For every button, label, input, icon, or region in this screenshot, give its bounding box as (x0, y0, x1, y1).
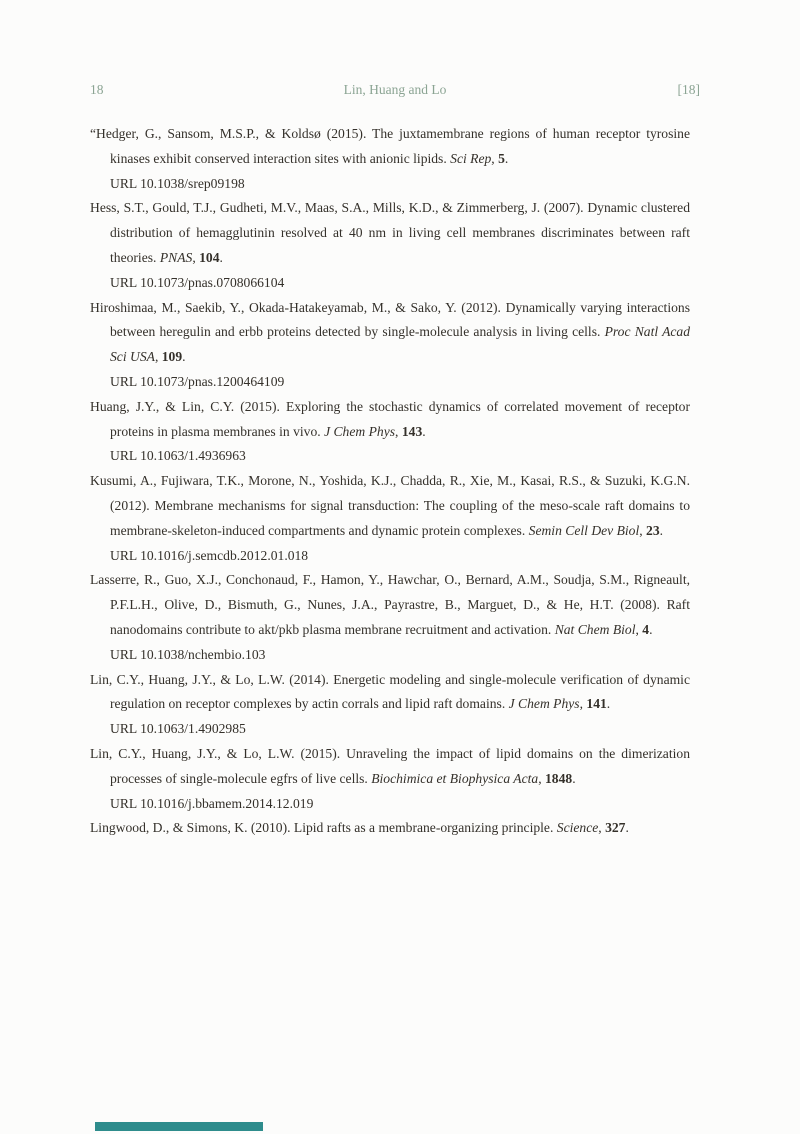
reference-text-segment: , (395, 423, 402, 439)
reference-text-segment: , (491, 150, 499, 166)
reference-text-segment: Lin, C.Y., Huang, J.Y., & Lo, L.W. (2014). Energetic modeling and single-molecule verification of dynamic regulation on receptor complexes by actin corrals and lipid raft domains. (90, 671, 690, 712)
reference-citation (90, 568, 690, 642)
page-header (90, 82, 700, 98)
reference-entry (90, 568, 690, 667)
reference-text-segment: J Chem Phys (508, 696, 580, 712)
reference-entry (90, 469, 690, 568)
reference-text-segment: 4 (642, 621, 650, 637)
reference-citation (90, 296, 690, 370)
reference-text-segment: Semin Cell Dev Biol (528, 522, 640, 538)
reference-text-segment: , (154, 349, 162, 365)
reference-text-segment: Huang, J.Y., & Lin, C.Y. (2015). Exploring the stochastic dynamics of correlated movement of receptor proteins in plasma membranes in vivo. (90, 398, 690, 439)
reference-text-segment: . (649, 621, 653, 637)
reference-text-segment: . (422, 423, 426, 439)
reference-text-segment: Hiroshimaa, M., Saekib, Y., Okada-Hatakeyamab, M., & Sako, Y. (2012). Dynamically varying interactions between heregulin and erbb proteins detected by single-molecule analysis in living cells. (90, 299, 690, 340)
reference-text-segment: , (538, 770, 545, 786)
bottom-accent-bar (95, 1122, 263, 1131)
reference-text-segment: Lin, C.Y., Huang, J.Y., & Lo, L.W. (2015). Unraveling the impact of lipid domains on the dimerization processes of single-molecule egfrs of live cells. (90, 745, 690, 786)
reference-url: URL 10.1073/pnas.0708066104 (110, 274, 285, 290)
reference-text-segment: , (579, 696, 587, 712)
reference-text-segment: Kusumi, A., Fujiwara, T.K., Morone, N., Yoshida, K.J., Chadda, R., Xie, M., Kasai, R.S., & Suzuki, K.G.N. (2012). Membrane mechanisms for signal transduction: The coupling of the meso-scale raft domains to membrane-skeleton-induced compartments and dynamic protein complexes. (90, 473, 690, 538)
reference-text-segment: 327 (605, 820, 626, 836)
reference-url: URL 10.1038/nchembio.103 (110, 646, 266, 662)
reference-text-segment: , (192, 249, 200, 265)
reference-text-segment: 5 (498, 150, 505, 166)
reference-text-segment: Sci Rep (450, 150, 492, 166)
reference-entry (90, 196, 690, 295)
reference-text-segment: PNAS (159, 249, 193, 265)
reference-url: URL 10.1073/pnas.1200464109 (110, 373, 285, 389)
reference-citation (90, 395, 690, 445)
reference-url: URL 10.1063/1.4936963 (110, 448, 246, 464)
page-number-left: 18 (90, 82, 104, 97)
reference-text-segment: Hess, S.T., Gould, T.J., Gudheti, M.V., Maas, S.A., Mills, K.D., & Zimmerberg, J. (2007). Dynamic clustered distribution of hemagglutinin resolved at 40 nm in living cell membranes discriminates between raft theories. (90, 200, 690, 265)
reference-text-segment: , (635, 621, 643, 637)
reference-entry (90, 395, 690, 469)
reference-text-segment: 143 (401, 423, 423, 439)
reference-text-segment: Lasserre, R., Guo, X.J., Conchonaud, F., Hamon, Y., Hawchar, O., Bernard, A.M., Soudja, S.M., Rigneault, P.F.L.H., Olive, D., Bismuth, G., Nunes, J.A., Payrastre, B., Marguet, D., & He, H.T. (2008). Raft nanodomains contribute to akt/pkb plasma membrane recruitment and activation. (90, 572, 690, 637)
reference-citation (90, 668, 690, 718)
reference-text-segment: , (598, 820, 606, 836)
reference-text-segment: . (606, 696, 611, 712)
page-number-right: [18] (677, 82, 700, 97)
reference-citation (90, 469, 690, 543)
reference-text-segment: . (219, 249, 223, 265)
reference-url: URL 10.1063/1.4902985 (110, 721, 246, 737)
reference-citation (90, 122, 690, 172)
reference-text-segment: Lingwood, D., & Simons, K. (2010). Lipid rafts as a membrane-organizing principle. (90, 820, 557, 836)
reference-text-segment: 109 (161, 349, 183, 365)
reference-text-segment: , (639, 522, 647, 538)
reference-text-segment: 104 (199, 249, 220, 265)
reference-text-segment: Nat Chem Biol (554, 621, 636, 637)
reference-text-segment: Proc Natl Acad Sci USA (110, 324, 690, 365)
reference-url: URL 10.1016/j.semcdb.2012.01.018 (110, 547, 309, 563)
reference-text-segment: . (572, 770, 576, 786)
reference-url: URL 10.1016/j.bbamem.2014.12.019 (110, 795, 314, 811)
reference-entry (90, 122, 690, 196)
running-title: Lin, Huang and Lo (343, 82, 447, 97)
reference-text-segment: 23 (646, 522, 660, 538)
reference-text-segment: . (182, 349, 186, 365)
reference-text-segment: Science (556, 820, 599, 836)
reference-entry (90, 296, 690, 395)
reference-text-segment: 141 (586, 696, 607, 712)
reference-url: URL 10.1038/srep09198 (110, 175, 245, 191)
reference-text-segment: . (625, 820, 629, 836)
reference-entry (90, 742, 690, 816)
reference-entry (90, 668, 690, 742)
reference-citation (90, 816, 690, 841)
reference-text-segment: . (504, 150, 509, 166)
reference-text-segment: Biochimica et Biophysica Acta (371, 770, 539, 786)
reference-citation (90, 196, 690, 270)
reference-citation (90, 742, 690, 792)
reference-text-segment: “Hedger, G., Sansom, M.S.P., & Koldsø (2015). The juxtamembrane regions of human receptor tyrosine kinases exhibit conserved interaction sites with anionic lipids. (90, 126, 690, 166)
references-list (90, 122, 690, 841)
reference-text-segment: 1848 (545, 770, 573, 786)
reference-text-segment: J Chem Phys (324, 423, 396, 439)
reference-text-segment: . (659, 522, 664, 538)
reference-entry (90, 816, 690, 841)
